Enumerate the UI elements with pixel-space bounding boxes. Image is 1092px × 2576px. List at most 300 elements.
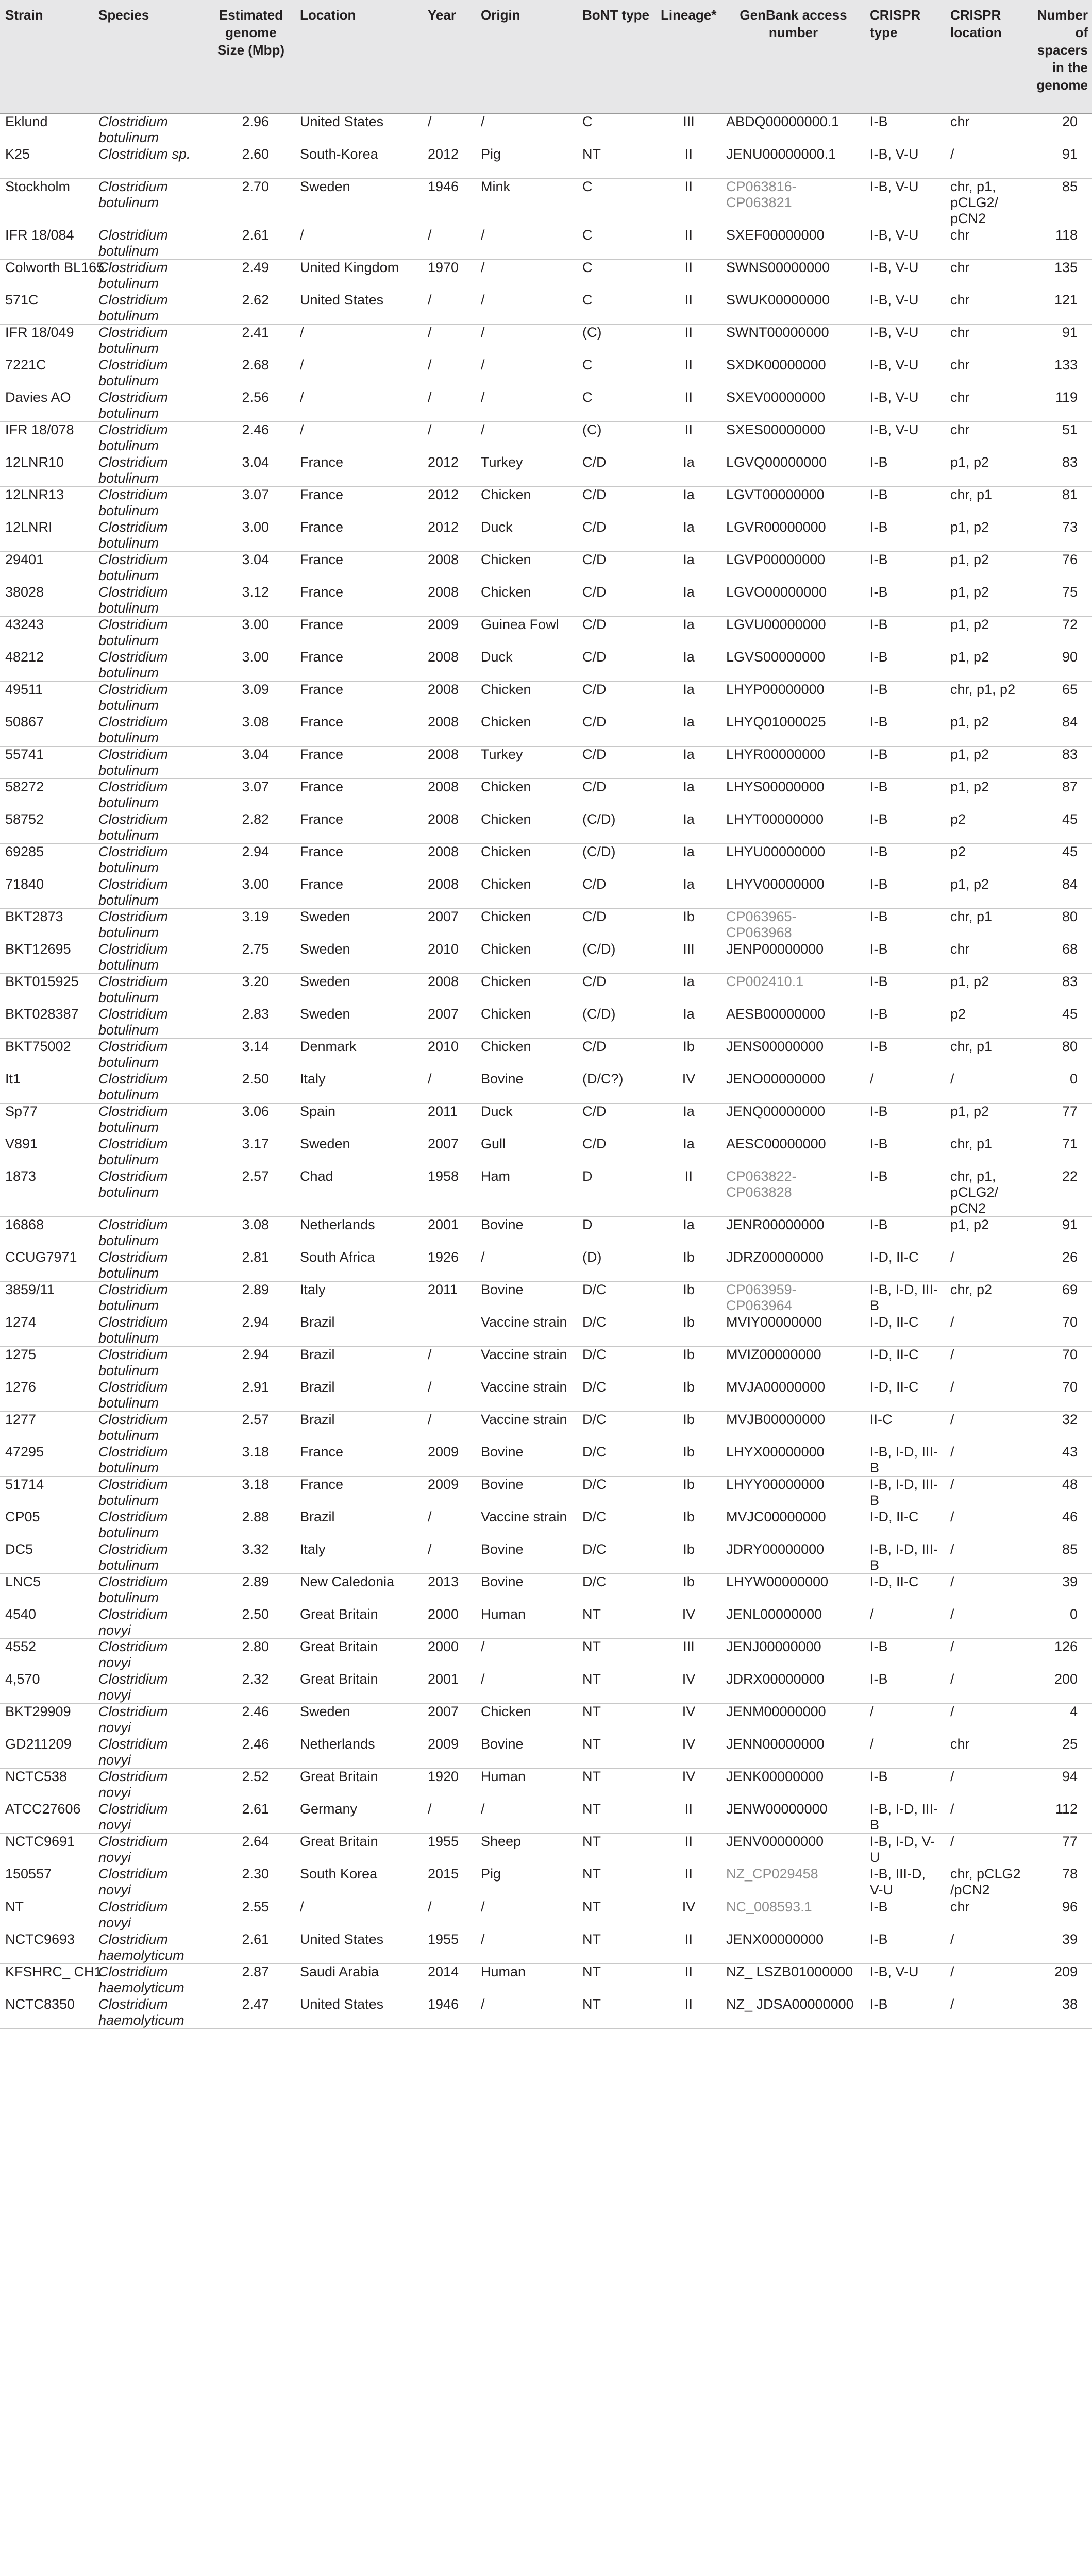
- location-cell: Sweden: [295, 1006, 423, 1039]
- genome-size-cell: 2.68: [206, 357, 295, 389]
- genbank-accession-cell: AESC00000000: [721, 1136, 865, 1168]
- table-row: [0, 1574, 1092, 1606]
- origin-cell: Vaccine strain: [476, 1379, 577, 1412]
- spacer-count-cell: 78: [1026, 1866, 1092, 1899]
- location-cell: Italy: [295, 1071, 423, 1104]
- crispr-location-cell: p1, p2: [945, 617, 1026, 649]
- species-cell: Clostridium botulinum: [93, 325, 206, 357]
- table-row: [0, 325, 1092, 357]
- crispr-location-cell: /: [945, 1509, 1026, 1541]
- strain-cell: NCTC9691: [0, 1834, 93, 1866]
- origin-cell: Chicken: [476, 811, 577, 844]
- lineage-cell: Ib: [656, 1574, 721, 1606]
- crispr-type-cell: I-B, V-U: [865, 260, 945, 292]
- species-cell: Clostridium botulinum: [93, 1541, 206, 1574]
- crispr-location-cell: chr, p1, p2: [945, 682, 1026, 714]
- crispr-location-cell: chr: [945, 422, 1026, 454]
- species-cell: Clostridium botulinum: [93, 1217, 206, 1249]
- strain-cell: It1: [0, 1071, 93, 1104]
- spacer-count-cell: 48: [1026, 1477, 1092, 1509]
- bont-type-cell: NT: [577, 1671, 656, 1704]
- crispr-type-cell: I-B, I-D, III-B: [865, 1282, 945, 1314]
- spacer-count-cell: 96: [1026, 1899, 1092, 1931]
- lineage-cell: IV: [656, 1769, 721, 1801]
- table-row: [0, 1412, 1092, 1444]
- lineage-cell: II: [656, 389, 721, 422]
- year-cell: 2000: [423, 1606, 476, 1639]
- genbank-accession-cell: LHYR00000000: [721, 747, 865, 779]
- genome-size-cell: 2.89: [206, 1282, 295, 1314]
- species-cell: Clostridium novyi: [93, 1834, 206, 1866]
- table-row: [0, 1282, 1092, 1314]
- table-row: [0, 1736, 1092, 1769]
- crispr-type-cell: I-B: [865, 519, 945, 552]
- year-cell: 2010: [423, 941, 476, 974]
- year-cell: /: [423, 389, 476, 422]
- strain-cell: Sp77: [0, 1104, 93, 1136]
- strain-cell: BKT028387: [0, 1006, 93, 1039]
- origin-cell: /: [476, 1671, 577, 1704]
- species-cell: Clostridium botulinum: [93, 1136, 206, 1168]
- lineage-cell: Ia: [656, 552, 721, 584]
- crispr-type-cell: I-B, I-D, III-B: [865, 1444, 945, 1477]
- spacer-count-cell: 0: [1026, 1606, 1092, 1639]
- crispr-type-cell: I-B: [865, 552, 945, 584]
- crispr-type-cell: /: [865, 1606, 945, 1639]
- origin-cell: Chicken: [476, 552, 577, 584]
- genbank-accession-cell: SWNS00000000: [721, 260, 865, 292]
- genome-size-cell: 2.47: [206, 1996, 295, 2029]
- genome-size-cell: 3.32: [206, 1541, 295, 1574]
- species-cell: Clostridium botulinum: [93, 227, 206, 260]
- crispr-type-cell: /: [865, 1736, 945, 1769]
- bont-type-cell: NT: [577, 1801, 656, 1834]
- genome-size-cell: 2.57: [206, 1412, 295, 1444]
- table-row: [0, 292, 1092, 325]
- bont-type-cell: C/D: [577, 714, 656, 747]
- genbank-accession-cell: JENX00000000: [721, 1931, 865, 1964]
- year-cell: 2008: [423, 747, 476, 779]
- spacer-count-cell: 45: [1026, 811, 1092, 844]
- strain-cell: 3859/11: [0, 1282, 93, 1314]
- year-cell: 2009: [423, 1444, 476, 1477]
- genome-size-cell: 3.19: [206, 909, 295, 941]
- genbank-accession-cell: LGVP00000000: [721, 552, 865, 584]
- crispr-location-cell: chr, p1: [945, 1039, 1026, 1071]
- location-cell: United States: [295, 292, 423, 325]
- table-row: [0, 811, 1092, 844]
- bont-type-cell: (C/D): [577, 1006, 656, 1039]
- crispr-location-cell: p1, p2: [945, 1104, 1026, 1136]
- lineage-cell: Ia: [656, 1104, 721, 1136]
- spacer-count-cell: 121: [1026, 292, 1092, 325]
- location-cell: Sweden: [295, 909, 423, 941]
- table-row: [0, 1899, 1092, 1931]
- bont-type-cell: C: [577, 179, 656, 227]
- spacer-count-cell: 91: [1026, 325, 1092, 357]
- origin-cell: /: [476, 422, 577, 454]
- table-row: [0, 876, 1092, 909]
- strain-cell: 1275: [0, 1347, 93, 1379]
- crispr-location-cell: chr, p1: [945, 1136, 1026, 1168]
- origin-cell: Turkey: [476, 454, 577, 487]
- genome-size-cell: 3.14: [206, 1039, 295, 1071]
- crispr-location-cell: p1, p2: [945, 714, 1026, 747]
- bont-type-cell: C/D: [577, 1104, 656, 1136]
- bont-type-cell: NT: [577, 146, 656, 179]
- bont-type-cell: C: [577, 389, 656, 422]
- genome-size-cell: 3.20: [206, 974, 295, 1006]
- spacer-count-cell: 83: [1026, 974, 1092, 1006]
- origin-cell: Chicken: [476, 584, 577, 617]
- lineage-cell: Ia: [656, 1217, 721, 1249]
- strain-cell: 7221C: [0, 357, 93, 389]
- genome-size-cell: 2.94: [206, 1314, 295, 1347]
- origin-cell: Bovine: [476, 1071, 577, 1104]
- year-cell: 2008: [423, 649, 476, 682]
- genbank-accession-cell: JENM00000000: [721, 1704, 865, 1736]
- lineage-cell: Ib: [656, 1314, 721, 1347]
- location-cell: Great Britain: [295, 1606, 423, 1639]
- spacer-count-cell: 39: [1026, 1931, 1092, 1964]
- spacer-count-cell: 68: [1026, 941, 1092, 974]
- lineage-cell: II: [656, 292, 721, 325]
- crispr-type-cell: I-B, V-U: [865, 179, 945, 227]
- bont-type-cell: NT: [577, 1704, 656, 1736]
- strain-cell: K25: [0, 146, 93, 179]
- crispr-type-cell: I-B: [865, 909, 945, 941]
- table-row: [0, 519, 1092, 552]
- strain-cell: DC5: [0, 1541, 93, 1574]
- table-row: [0, 1639, 1092, 1671]
- lineage-cell: Ib: [656, 1347, 721, 1379]
- header-location: Location: [295, 0, 423, 113]
- bont-type-cell: D/C: [577, 1477, 656, 1509]
- spacer-count-cell: 43: [1026, 1444, 1092, 1477]
- crispr-location-cell: chr: [945, 227, 1026, 260]
- location-cell: France: [295, 649, 423, 682]
- crispr-type-cell: I-B: [865, 974, 945, 1006]
- lineage-cell: II: [656, 1801, 721, 1834]
- bont-type-cell: C: [577, 227, 656, 260]
- year-cell: /: [423, 1509, 476, 1541]
- strain-cell: 1274: [0, 1314, 93, 1347]
- strain-cell: BKT015925: [0, 974, 93, 1006]
- location-cell: France: [295, 876, 423, 909]
- genbank-accession-cell: LHYX00000000: [721, 1444, 865, 1477]
- year-cell: 2009: [423, 617, 476, 649]
- bont-type-cell: (C/D): [577, 941, 656, 974]
- genbank-accession-cell: JENU00000000.1: [721, 146, 865, 179]
- location-cell: France: [295, 519, 423, 552]
- crispr-type-cell: I-B, V-U: [865, 1964, 945, 1996]
- year-cell: /: [423, 227, 476, 260]
- genome-size-cell: 2.60: [206, 146, 295, 179]
- strain-cell: Colworth BL165: [0, 260, 93, 292]
- genome-size-cell: 2.94: [206, 844, 295, 876]
- bont-type-cell: C/D: [577, 552, 656, 584]
- spacer-count-cell: 46: [1026, 1509, 1092, 1541]
- spacer-count-cell: 25: [1026, 1736, 1092, 1769]
- origin-cell: /: [476, 357, 577, 389]
- header-bont-type: BoNT type: [577, 0, 656, 113]
- bont-type-cell: D/C: [577, 1541, 656, 1574]
- crispr-location-cell: /: [945, 1412, 1026, 1444]
- bont-type-cell: NT: [577, 1639, 656, 1671]
- table-row: [0, 649, 1092, 682]
- lineage-cell: Ib: [656, 1444, 721, 1477]
- location-cell: Sweden: [295, 1136, 423, 1168]
- strain-cell: 12LNRI: [0, 519, 93, 552]
- species-cell: Clostridium botulinum: [93, 1104, 206, 1136]
- lineage-cell: II: [656, 227, 721, 260]
- species-cell: Clostridium botulinum: [93, 1168, 206, 1217]
- genome-size-cell: 2.94: [206, 1347, 295, 1379]
- strain-cell: 1873: [0, 1168, 93, 1217]
- location-cell: Germany: [295, 1801, 423, 1834]
- crispr-location-cell: chr, p1, pCLG2/ pCN2: [945, 179, 1026, 227]
- species-cell: Clostridium botulinum: [93, 649, 206, 682]
- genome-size-cell: 2.61: [206, 1801, 295, 1834]
- genome-size-cell: 3.00: [206, 617, 295, 649]
- location-cell: /: [295, 325, 423, 357]
- location-cell: Great Britain: [295, 1639, 423, 1671]
- table-row: [0, 1509, 1092, 1541]
- spacer-count-cell: 70: [1026, 1347, 1092, 1379]
- origin-cell: Bovine: [476, 1282, 577, 1314]
- origin-cell: /: [476, 1639, 577, 1671]
- year-cell: 2011: [423, 1282, 476, 1314]
- bont-type-cell: C/D: [577, 1136, 656, 1168]
- genbank-accession-cell: JENO00000000: [721, 1071, 865, 1104]
- bont-type-cell: C/D: [577, 584, 656, 617]
- location-cell: /: [295, 422, 423, 454]
- genome-size-cell: 3.00: [206, 876, 295, 909]
- spacer-count-cell: 200: [1026, 1671, 1092, 1704]
- origin-cell: Chicken: [476, 941, 577, 974]
- header-origin: Origin: [476, 0, 577, 113]
- bont-type-cell: C/D: [577, 974, 656, 1006]
- crispr-type-cell: I-B: [865, 1104, 945, 1136]
- crispr-location-cell: /: [945, 146, 1026, 179]
- spacer-count-cell: 119: [1026, 389, 1092, 422]
- spacer-count-cell: 70: [1026, 1379, 1092, 1412]
- table-row: [0, 974, 1092, 1006]
- crispr-location-cell: chr: [945, 941, 1026, 974]
- species-cell: Clostridium novyi: [93, 1899, 206, 1931]
- spacer-count-cell: 77: [1026, 1834, 1092, 1866]
- year-cell: 2012: [423, 146, 476, 179]
- bont-type-cell: C: [577, 292, 656, 325]
- crispr-location-cell: /: [945, 1769, 1026, 1801]
- genbank-accession-cell: CP063959-CP063964: [721, 1282, 865, 1314]
- genome-size-cell: 2.80: [206, 1639, 295, 1671]
- crispr-type-cell: I-B: [865, 714, 945, 747]
- genbank-accession-cell: SXDK00000000: [721, 357, 865, 389]
- table-row: [0, 1834, 1092, 1866]
- location-cell: Brazil: [295, 1347, 423, 1379]
- genome-size-cell: 3.18: [206, 1444, 295, 1477]
- origin-cell: Chicken: [476, 1704, 577, 1736]
- table-row: [0, 844, 1092, 876]
- spacer-count-cell: 72: [1026, 617, 1092, 649]
- year-cell: 2001: [423, 1217, 476, 1249]
- crispr-type-cell: I-B, V-U: [865, 325, 945, 357]
- species-cell: Clostridium botulinum: [93, 811, 206, 844]
- table-row: [0, 1136, 1092, 1168]
- crispr-type-cell: I-B: [865, 1931, 945, 1964]
- genbank-accession-cell: JDRZ00000000: [721, 1249, 865, 1282]
- bont-type-cell: C/D: [577, 682, 656, 714]
- genbank-accession-cell: LGVT00000000: [721, 487, 865, 519]
- bont-type-cell: D/C: [577, 1379, 656, 1412]
- bont-type-cell: D/C: [577, 1412, 656, 1444]
- bont-type-cell: NT: [577, 1996, 656, 2029]
- year-cell: 2008: [423, 844, 476, 876]
- genbank-accession-cell: SXES00000000: [721, 422, 865, 454]
- strain-cell: ATCC27606: [0, 1801, 93, 1834]
- crispr-type-cell: I-B, V-U: [865, 292, 945, 325]
- year-cell: 2014: [423, 1964, 476, 1996]
- species-cell: Clostridium novyi: [93, 1801, 206, 1834]
- year-cell: 1946: [423, 179, 476, 227]
- table-row: [0, 1071, 1092, 1104]
- genome-size-cell: 2.50: [206, 1071, 295, 1104]
- crispr-type-cell: I-B, III-D, V-U: [865, 1866, 945, 1899]
- genbank-accession-cell: LGVQ00000000: [721, 454, 865, 487]
- species-cell: Clostridium botulinum: [93, 876, 206, 909]
- crispr-type-cell: I-D, II-C: [865, 1574, 945, 1606]
- species-cell: Clostridium botulinum: [93, 617, 206, 649]
- lineage-cell: II: [656, 1931, 721, 1964]
- lineage-cell: Ia: [656, 454, 721, 487]
- lineage-cell: Ia: [656, 714, 721, 747]
- table-row: [0, 260, 1092, 292]
- genome-size-cell: 2.82: [206, 811, 295, 844]
- strain-cell: 4552: [0, 1639, 93, 1671]
- year-cell: /: [423, 1379, 476, 1412]
- lineage-cell: IV: [656, 1671, 721, 1704]
- table-row: [0, 487, 1092, 519]
- lineage-cell: IV: [656, 1736, 721, 1769]
- year-cell: /: [423, 1801, 476, 1834]
- location-cell: South Africa: [295, 1249, 423, 1282]
- crispr-type-cell: I-B, I-D, III-B: [865, 1541, 945, 1574]
- location-cell: Great Britain: [295, 1834, 423, 1866]
- table-row: [0, 1006, 1092, 1039]
- lineage-cell: Ia: [656, 811, 721, 844]
- header-lineage: Lineage*: [656, 0, 721, 113]
- lineage-cell: IV: [656, 1704, 721, 1736]
- species-cell: Clostridium botulinum: [93, 519, 206, 552]
- year-cell: 2015: [423, 1866, 476, 1899]
- crispr-location-cell: /: [945, 1574, 1026, 1606]
- crispr-location-cell: /: [945, 1671, 1026, 1704]
- location-cell: New Caledonia: [295, 1574, 423, 1606]
- crispr-type-cell: /: [865, 1704, 945, 1736]
- table-row: [0, 1379, 1092, 1412]
- year-cell: /: [423, 325, 476, 357]
- table-row: [0, 552, 1092, 584]
- location-cell: Brazil: [295, 1379, 423, 1412]
- origin-cell: Ham: [476, 1168, 577, 1217]
- crispr-location-cell: /: [945, 1541, 1026, 1574]
- lineage-cell: III: [656, 1639, 721, 1671]
- year-cell: 2008: [423, 876, 476, 909]
- strain-cell: 47295: [0, 1444, 93, 1477]
- origin-cell: Chicken: [476, 1039, 577, 1071]
- genbank-accession-cell: CP063816-CP063821: [721, 179, 865, 227]
- crispr-type-cell: I-B: [865, 876, 945, 909]
- crispr-type-cell: I-B: [865, 1899, 945, 1931]
- species-cell: Clostridium botulinum: [93, 779, 206, 811]
- spacer-count-cell: 91: [1026, 146, 1092, 179]
- table-row: [0, 227, 1092, 260]
- genome-size-cell: 2.52: [206, 1769, 295, 1801]
- crispr-type-cell: I-B: [865, 1136, 945, 1168]
- lineage-cell: Ib: [656, 1477, 721, 1509]
- lineage-cell: III: [656, 113, 721, 146]
- bont-type-cell: C/D: [577, 1039, 656, 1071]
- strain-cell: LNC5: [0, 1574, 93, 1606]
- crispr-location-cell: chr: [945, 113, 1026, 146]
- location-cell: Sweden: [295, 941, 423, 974]
- origin-cell: Guinea Fowl: [476, 617, 577, 649]
- year-cell: 2007: [423, 909, 476, 941]
- origin-cell: /: [476, 227, 577, 260]
- lineage-cell: Ib: [656, 1282, 721, 1314]
- origin-cell: Human: [476, 1769, 577, 1801]
- strain-cell: 1277: [0, 1412, 93, 1444]
- table-row: [0, 584, 1092, 617]
- genome-size-cell: 2.91: [206, 1379, 295, 1412]
- strain-cell: 4,570: [0, 1671, 93, 1704]
- strain-cell: 29401: [0, 552, 93, 584]
- strain-cell: Eklund: [0, 113, 93, 146]
- genbank-accession-cell: LHYY00000000: [721, 1477, 865, 1509]
- species-cell: Clostridium botulinum: [93, 357, 206, 389]
- lineage-cell: II: [656, 1996, 721, 2029]
- genome-size-cell: 2.57: [206, 1168, 295, 1217]
- strain-cell: NCTC9693: [0, 1931, 93, 1964]
- spacer-count-cell: 4: [1026, 1704, 1092, 1736]
- year-cell: /: [423, 1541, 476, 1574]
- origin-cell: Chicken: [476, 779, 577, 811]
- table-row: [0, 1801, 1092, 1834]
- spacer-count-cell: 32: [1026, 1412, 1092, 1444]
- origin-cell: Chicken: [476, 682, 577, 714]
- spacer-count-cell: 94: [1026, 1769, 1092, 1801]
- crispr-location-cell: p2: [945, 844, 1026, 876]
- species-cell: Clostridium novyi: [93, 1704, 206, 1736]
- crispr-location-cell: chr: [945, 325, 1026, 357]
- year-cell: /: [423, 357, 476, 389]
- strain-cell: 43243: [0, 617, 93, 649]
- species-cell: Clostridium novyi: [93, 1671, 206, 1704]
- location-cell: Brazil: [295, 1314, 423, 1347]
- crispr-type-cell: I-B: [865, 1168, 945, 1217]
- location-cell: France: [295, 1444, 423, 1477]
- crispr-location-cell: /: [945, 1477, 1026, 1509]
- year-cell: 1920: [423, 1769, 476, 1801]
- location-cell: Great Britain: [295, 1671, 423, 1704]
- genbank-accession-cell: SXEF00000000: [721, 227, 865, 260]
- crispr-type-cell: I-B, V-U: [865, 227, 945, 260]
- origin-cell: Turkey: [476, 747, 577, 779]
- crispr-location-cell: p1, p2: [945, 584, 1026, 617]
- bont-type-cell: NT: [577, 1931, 656, 1964]
- location-cell: France: [295, 454, 423, 487]
